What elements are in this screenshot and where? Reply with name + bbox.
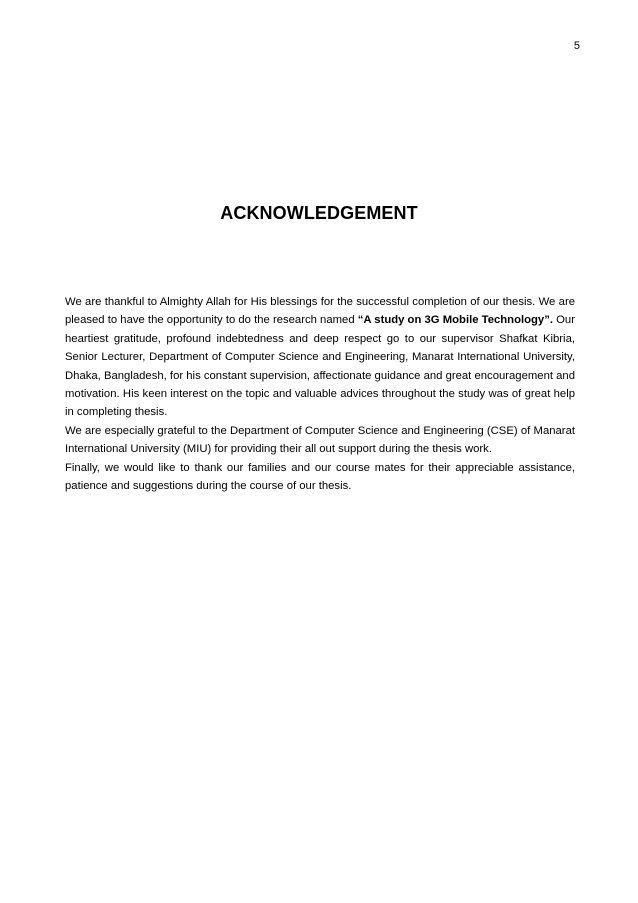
page-number: 5	[573, 40, 580, 52]
page-title: ACKNOWLEDGEMENT	[220, 203, 418, 223]
thesis-title-emphasis: “A study on 3G Mobile Technology”.	[357, 314, 553, 327]
paragraph-3: Finally, we would like to thank our families and our course mates for their appreciable assistance, patience and suggestions during the course of our thesis.	[65, 461, 575, 493]
paragraph-1-text-start: We are thankful to Almighty Allah for His blessings for the successful completion of our thesis. We are pleased to have the opportunity to do the research named	[65, 296, 575, 327]
paragraph-2: We are especially grateful to the Department of Computer Science and Engineering (CSE) of Manarat International University (MIU) for providing their all out support during the thesis work.	[65, 424, 575, 456]
paragraph-1	[65, 293, 575, 422]
paragraph-1-text-end: Our heartiest gratitude, profound indebtedness and deep respect go to our supervisor Shafkat Kibria, Senior Lecturer, Department of Computer Science and Engineering, Manarat International University, Dhaka, Bangladesh, for his constant supervision, affectionate guidance and great encouragement and motivation. His keen interest on the topic and valuable advices throughout the study was of great help in completing thesis.	[65, 314, 575, 419]
acknowledgement-body	[65, 293, 575, 495]
